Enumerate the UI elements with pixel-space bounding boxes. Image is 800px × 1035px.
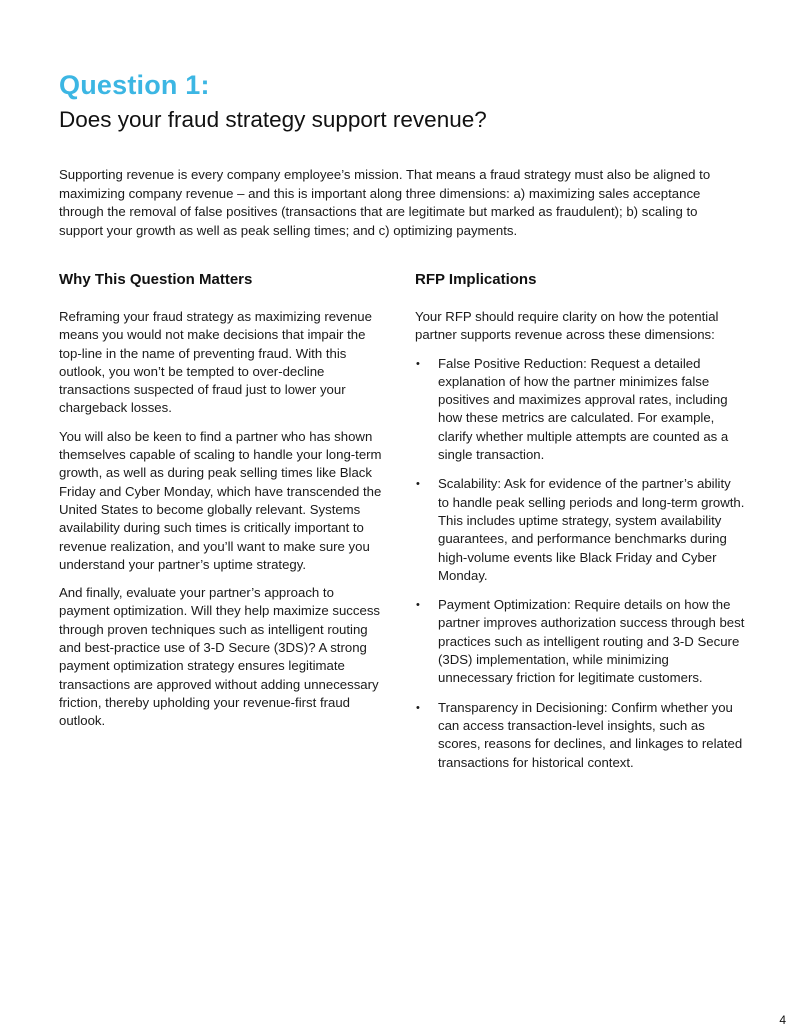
bullet-text: False Positive Reduction: Request a detailed explanation of how the partner minimizes false positives and maximizes approval rates, including how these metrics are calculated. For example, clarify whether multiple attempts are counted as a single transaction. <box>438 355 729 463</box>
page-number: 4 <box>779 1013 786 1027</box>
list-item <box>415 355 745 465</box>
rfp-lead-paragraph: Your RFP should require clarity on how the potential partner supports revenue across these dimensions: <box>415 309 719 343</box>
why-it-matters-heading: Why This Question Matters <box>59 271 253 288</box>
rfp-bullet-list <box>415 355 745 772</box>
why-paragraph-2: You will also be keen to find a partner who has shown themselves capable of scaling to handle your long-term growth, as well as during peak selling times like Black Friday and Cyber Monday, which have transcended the United States to become globally relevant. Systems availability during such times is critically important to revenue realization, and you’ll want to make sure you understand your partner’s uptime strategy. <box>59 428 382 572</box>
bullet-icon: • <box>416 357 420 370</box>
rfp-implications-column <box>415 270 745 783</box>
bullet-text: Transparency in Decisioning: Confirm whether you can access transaction-level insights, such as scores, reasons for declines, and linkages to related transactions for historical context. <box>438 699 743 770</box>
list-item <box>415 596 745 687</box>
bullet-icon: • <box>416 599 420 612</box>
bullet-text: Scalability: Ask for evidence of the partner’s ability to handle peak selling periods and long-term growth. This includes uptime strategy, system availability guarantees, and performance benchmarks during high-volume events like Black Friday and Cyber Monday. <box>438 476 745 583</box>
why-paragraph-1: Reframing your fraud strategy as maximizing revenue means you would not make decisions that impair the top-line in the name of preventing fraud. With this outlook, you won’t be tempted to over-decline transactions suspected of fraud just to lower your chargeback losses. <box>59 309 372 416</box>
question-label: Question 1: <box>59 70 210 100</box>
list-item <box>415 475 745 585</box>
list-item <box>415 699 745 772</box>
intro-paragraph: Supporting revenue is every company employee’s mission. That means a fraud strategy must also be aligned to maximizing company revenue – and this is important along three dimensions: a) maximizing sales acceptance through the removal of false positives (transactions that are legitimate but marked as fraudulent); b) scaling to support your growth as well as peak selling times; and c) optimizing payments. <box>59 167 711 238</box>
question-title: Does your fraud strategy support revenue? <box>59 107 487 132</box>
bullet-icon: • <box>416 478 420 491</box>
why-paragraph-3: And finally, evaluate your partner’s approach to payment optimization. Will they help maximize success through proven techniques such as intelligent routing and best-practice use of 3-D Secure (3DS)? A strong payment optimization strategy ensures legitimate transactions are approved without adding unnecessary friction, thereby upholding your revenue-first fraud outlook. <box>59 585 381 729</box>
rfp-implications-heading: RFP Implications <box>415 271 537 288</box>
bullet-text: Payment Optimization: Require details on how the partner improves authorization success through best practices such as intelligent routing and 3-D Secure (3DS) implementation, while minimizing unnecessary friction for legitimate customers. <box>438 597 745 686</box>
bullet-icon: • <box>416 701 420 714</box>
why-it-matters-column <box>59 270 384 741</box>
